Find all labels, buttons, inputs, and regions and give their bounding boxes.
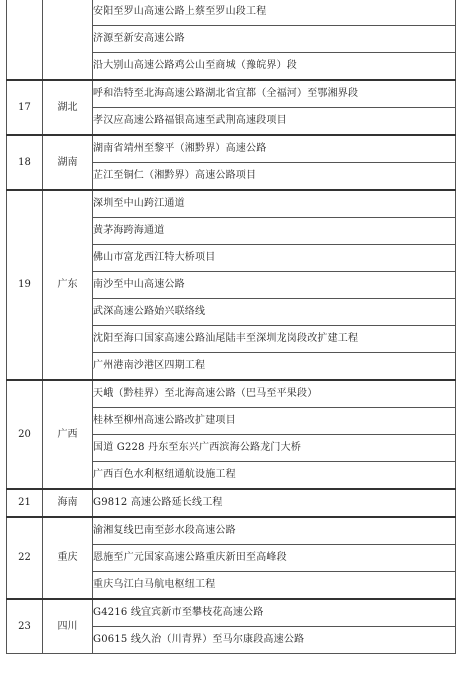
project-name: 南沙至中山高速公路: [93, 272, 456, 299]
project-name: 安阳至罗山高速公路上蔡至罗山段工程: [93, 0, 456, 26]
project-name: 桂林至柳州高速公路改扩建项目: [93, 408, 456, 435]
row-number: 17: [7, 80, 43, 135]
table-row: [7, 489, 456, 517]
project-name: 广西百色水利枢纽通航设施工程: [93, 462, 456, 490]
project-table: [6, 0, 456, 654]
project-name: G0615 线久治（川青界）至马尔康段高速公路: [93, 627, 456, 654]
project-name: 芷江至铜仁（湘黔界）高速公路项目: [93, 163, 456, 191]
project-name: 济源至新安高速公路: [93, 26, 456, 53]
project-name: 天峨（黔桂界）至北海高速公路（巴马至平果段）: [93, 380, 456, 408]
project-name: 重庆乌江白马航电枢纽工程: [93, 572, 456, 600]
project-name: 武深高速公路始兴联络线: [93, 299, 456, 326]
row-number: [7, 0, 43, 80]
row-number: 21: [7, 489, 43, 517]
project-name: 广州港南沙港区四期工程: [93, 353, 456, 381]
project-name: 呼和浩特至北海高速公路湖北省宜都（全福河）至鄂湘界段: [93, 80, 456, 108]
table-row: [7, 0, 456, 26]
project-name: 黄茅海跨海通道: [93, 218, 456, 245]
project-name: 佛山市富龙西江特大桥项目: [93, 245, 456, 272]
table-row: [7, 599, 456, 627]
project-name: 国道 G228 丹东至东兴广西滨海公路龙门大桥: [93, 435, 456, 462]
project-name: G9812 高速公路延长线工程: [93, 489, 456, 517]
project-name: 湖南省靖州至黎平（湘黔界）高速公路: [93, 135, 456, 163]
table-row: [7, 380, 456, 408]
province-name: 湖北: [43, 80, 93, 135]
project-name: 孝汉应高速公路福银高速至武荆高速段项目: [93, 108, 456, 136]
province-name: 四川: [43, 599, 93, 654]
province-name: 广西: [43, 380, 93, 489]
project-name: 恩施至广元国家高速公路重庆新田至高峰段: [93, 545, 456, 572]
project-name: G4216 线宜宾新市至攀枝花高速公路: [93, 599, 456, 627]
row-number: 18: [7, 135, 43, 190]
province-name: [43, 0, 93, 80]
project-name: 渝湘复线巴南至彭水段高速公路: [93, 517, 456, 545]
table-row: [7, 190, 456, 218]
row-number: 22: [7, 517, 43, 599]
table-row: [7, 80, 456, 108]
province-name: 重庆: [43, 517, 93, 599]
province-name: 广东: [43, 190, 93, 380]
project-name: 深圳至中山跨江通道: [93, 190, 456, 218]
row-number: 20: [7, 380, 43, 489]
table-row: [7, 135, 456, 163]
table-row: [7, 517, 456, 545]
province-name: 湖南: [43, 135, 93, 190]
row-number: 19: [7, 190, 43, 380]
project-name: 沈阳至海口国家高速公路汕尾陆丰至深圳龙岗段改扩建工程: [93, 326, 456, 353]
row-number: 23: [7, 599, 43, 654]
province-name: 海南: [43, 489, 93, 517]
project-name: 沿大别山高速公路鸡公山至商城（豫皖界）段: [93, 53, 456, 81]
